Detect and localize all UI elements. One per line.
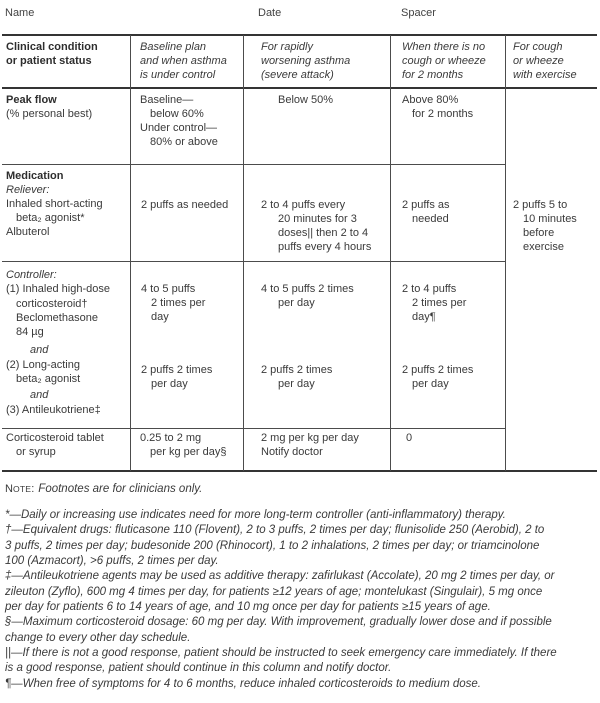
text-line: and <box>30 344 49 357</box>
text-line: day <box>151 311 169 323</box>
text-line: needed <box>412 213 449 225</box>
text-line: Controller: <box>6 269 57 281</box>
text-line: Peak flow <box>6 94 57 106</box>
note-line <box>5 483 202 495</box>
controller-attack-dose1-cell <box>261 282 354 310</box>
footnote-line: zileuton (Zyflo), 600 mg 4 times per day, for patients ≥12 years of age; montelukast (Singulair), 5 mg once <box>5 585 543 598</box>
controller-attack-dose2-cell <box>261 363 332 391</box>
text-line: beta₂ agonist <box>16 373 81 386</box>
text-line: (1) Inhaled high-dose <box>6 283 110 296</box>
text-line: Clinical condition <box>6 41 98 53</box>
column-divider-2 <box>243 35 244 471</box>
controller-baseline-dose2-cell <box>141 363 212 391</box>
text-line: and when asthma <box>140 55 227 67</box>
text-line: or wheeze <box>513 55 564 67</box>
text-line: per day <box>278 297 315 309</box>
text-line: Medication <box>6 170 64 182</box>
text-line: 0.25 to 2 mg <box>140 432 202 444</box>
text-line: worsening asthma <box>261 55 351 67</box>
footnote-line: 100 (Azmacort), >6 puffs, 2 times per day. <box>5 555 219 568</box>
text-line: 84 µg <box>16 326 44 339</box>
text-line: 2 puffs as needed <box>141 199 229 211</box>
text-line: Beclomethasone <box>16 311 98 324</box>
note-colon: : <box>31 483 35 495</box>
text-line: for 2 months <box>402 69 464 81</box>
text-line: per day <box>151 378 188 390</box>
footnote-line: ‡—Antileukotriene agents may be used as additive therapy: zafirlukast (Accolate), 20 mg 2 times per day, or <box>5 570 555 583</box>
footnote-line: †—Equivalent drugs: fluticasone 110 (Flovent), 2 to 3 puffs, 2 times per day; flunisolide 250 (Aerobid), 2 to <box>5 524 545 537</box>
footnote-line: 3 puffs, 2 times per day; budesonide 200 (Rhinocort), 1 to 2 inhalations, 2 times per day; or triamcinolone <box>5 539 540 552</box>
text-line: When there is no <box>402 41 486 53</box>
text-line: 2 to 4 puffs every <box>261 199 346 211</box>
table-top-rule <box>2 34 597 36</box>
header-worsening-asthma <box>261 40 350 82</box>
footnote-line: ||—If there is not a good response, patient should be instructed to seek emergency care immediately. If there <box>5 647 557 660</box>
text-line: or syrup <box>16 446 56 458</box>
text-line: 2 times per <box>151 297 206 309</box>
text-line: (% personal best) <box>6 108 93 120</box>
header-clinical-condition <box>6 40 98 68</box>
table-bottom-rule <box>2 470 597 472</box>
corticosteroid-label-cell <box>6 431 104 459</box>
text-line: (severe attack) <box>261 69 334 81</box>
text-line: puffs every 4 hours <box>278 241 372 253</box>
text-line: 2 puffs as <box>402 199 450 211</box>
row-rule-peak-med <box>2 164 506 165</box>
text-line: (3) Antileukotriene‡ <box>6 403 101 416</box>
footnote-line: change to every other day schedule. <box>5 631 191 644</box>
text-line: 4 to 5 puffs 2 times <box>261 283 354 295</box>
text-line: 2 puffs 2 times <box>141 364 213 376</box>
note-text: Footnotes are for clinicians only. <box>38 483 203 495</box>
text-line: beta₂ agonist* <box>16 212 85 224</box>
text-line: per day <box>412 378 449 390</box>
footnotes-block <box>5 508 557 692</box>
text-line: 4 to 5 puffs <box>141 283 196 295</box>
spacer-label: Spacer <box>401 7 436 19</box>
text-line: 2 puffs 5 to <box>513 199 568 211</box>
text-line: and <box>30 389 49 402</box>
text-line: with exercise <box>513 69 577 81</box>
controller-nocough-dose2-cell <box>402 363 473 391</box>
text-line: Notify doctor <box>261 446 323 458</box>
text-line: cough or wheeze <box>402 55 486 67</box>
text-line: below 60% <box>150 108 204 120</box>
text-line: For rapidly <box>261 41 313 53</box>
text-line: 0 <box>406 432 413 444</box>
text-line: Corticosteroid tablet <box>6 432 104 444</box>
reliever-attack-cell <box>261 198 371 254</box>
exercise-dose-cell <box>513 198 577 254</box>
footnote-line: *—Daily or increasing use indicates need for more long-term controller (anti-inflammatory) therapy. <box>5 509 506 521</box>
text-line: Reliever: <box>6 184 50 196</box>
text-line: 2 puffs 2 times <box>261 364 333 376</box>
text-line: before <box>523 227 555 239</box>
text-line: 20 minutes for 3 <box>278 213 357 225</box>
text-line: per kg per day§ <box>150 446 227 458</box>
text-line: Under control— <box>140 122 218 134</box>
header-cough-exercise <box>513 40 577 82</box>
footnote-line: is a good response, patient should continue in this column and notify doctor. <box>5 662 392 675</box>
text-line: 2 mg per kg per day <box>261 432 359 444</box>
header-baseline-plan <box>140 40 227 82</box>
controller-baseline-dose1-cell <box>141 282 205 324</box>
text-line: corticosteroid† <box>16 297 88 310</box>
corticosteroid-attack-cell <box>261 431 359 459</box>
column-divider-4 <box>505 35 506 471</box>
text-line: Albuterol <box>6 226 50 238</box>
text-line: day¶ <box>412 311 436 323</box>
column-divider-3 <box>390 35 391 471</box>
text-line: is under control <box>140 69 216 81</box>
text-line: per day <box>278 378 315 390</box>
text-line: Below 50% <box>278 94 334 106</box>
footnote-line: ¶—When free of symptoms for 4 to 6 months, reduce inhaled corticosteroids to medium dose. <box>5 677 481 690</box>
footnote-line: §—Maximum corticosteroid dosage: 60 mg per day. With improvement, gradually lower dose and if possible <box>5 616 552 629</box>
note-label-smallcaps: OTE <box>12 484 32 494</box>
text-line: exercise <box>523 241 564 253</box>
text-line: 2 to 4 puffs <box>402 283 457 295</box>
date-label: Date <box>258 7 282 19</box>
header-bottom-rule <box>2 87 597 89</box>
text-line: For cough <box>513 41 563 53</box>
text-line: doses|| then 2 to 4 <box>278 227 369 239</box>
text-line: Baseline plan <box>140 41 207 53</box>
controller-nocough-dose1-cell <box>402 282 466 324</box>
text-line: (2) Long-acting <box>6 358 80 371</box>
text-line: 10 minutes <box>523 213 577 225</box>
note-label-cap: N <box>5 483 13 495</box>
corticosteroid-baseline-cell <box>140 431 226 459</box>
controller-label-cell <box>6 268 110 417</box>
row-rule-ctrl-cort <box>2 428 506 429</box>
text-line: Baseline— <box>140 94 194 106</box>
reliever-baseline-cell <box>141 198 228 212</box>
header-no-cough <box>402 40 486 82</box>
name-label: Name <box>5 7 35 19</box>
corticosteroid-nocough-cell <box>406 431 412 445</box>
text-line: Inhaled short-acting <box>6 198 103 210</box>
text-line: Above 80% <box>402 94 459 106</box>
footnote-line: per day for patients 6 to 14 years of age, and 10 mg once per day for patients ≥15 years of age. <box>5 601 491 614</box>
text-line: 2 times per <box>412 297 467 309</box>
peak-flow-below50-cell <box>278 93 333 107</box>
text-line: 2 puffs 2 times <box>402 364 474 376</box>
text-line: or patient status <box>6 55 92 67</box>
medication-label-cell <box>6 169 103 239</box>
text-line: for 2 months <box>412 108 474 120</box>
peak-flow-label-cell <box>6 93 92 121</box>
peak-flow-baseline-cell <box>140 93 218 149</box>
column-divider-1 <box>130 35 131 471</box>
peak-flow-above80-cell <box>402 93 473 121</box>
row-rule-med-ctrl <box>2 261 506 262</box>
reliever-nocough-cell <box>402 198 450 226</box>
text-line: 80% or above <box>150 136 218 148</box>
